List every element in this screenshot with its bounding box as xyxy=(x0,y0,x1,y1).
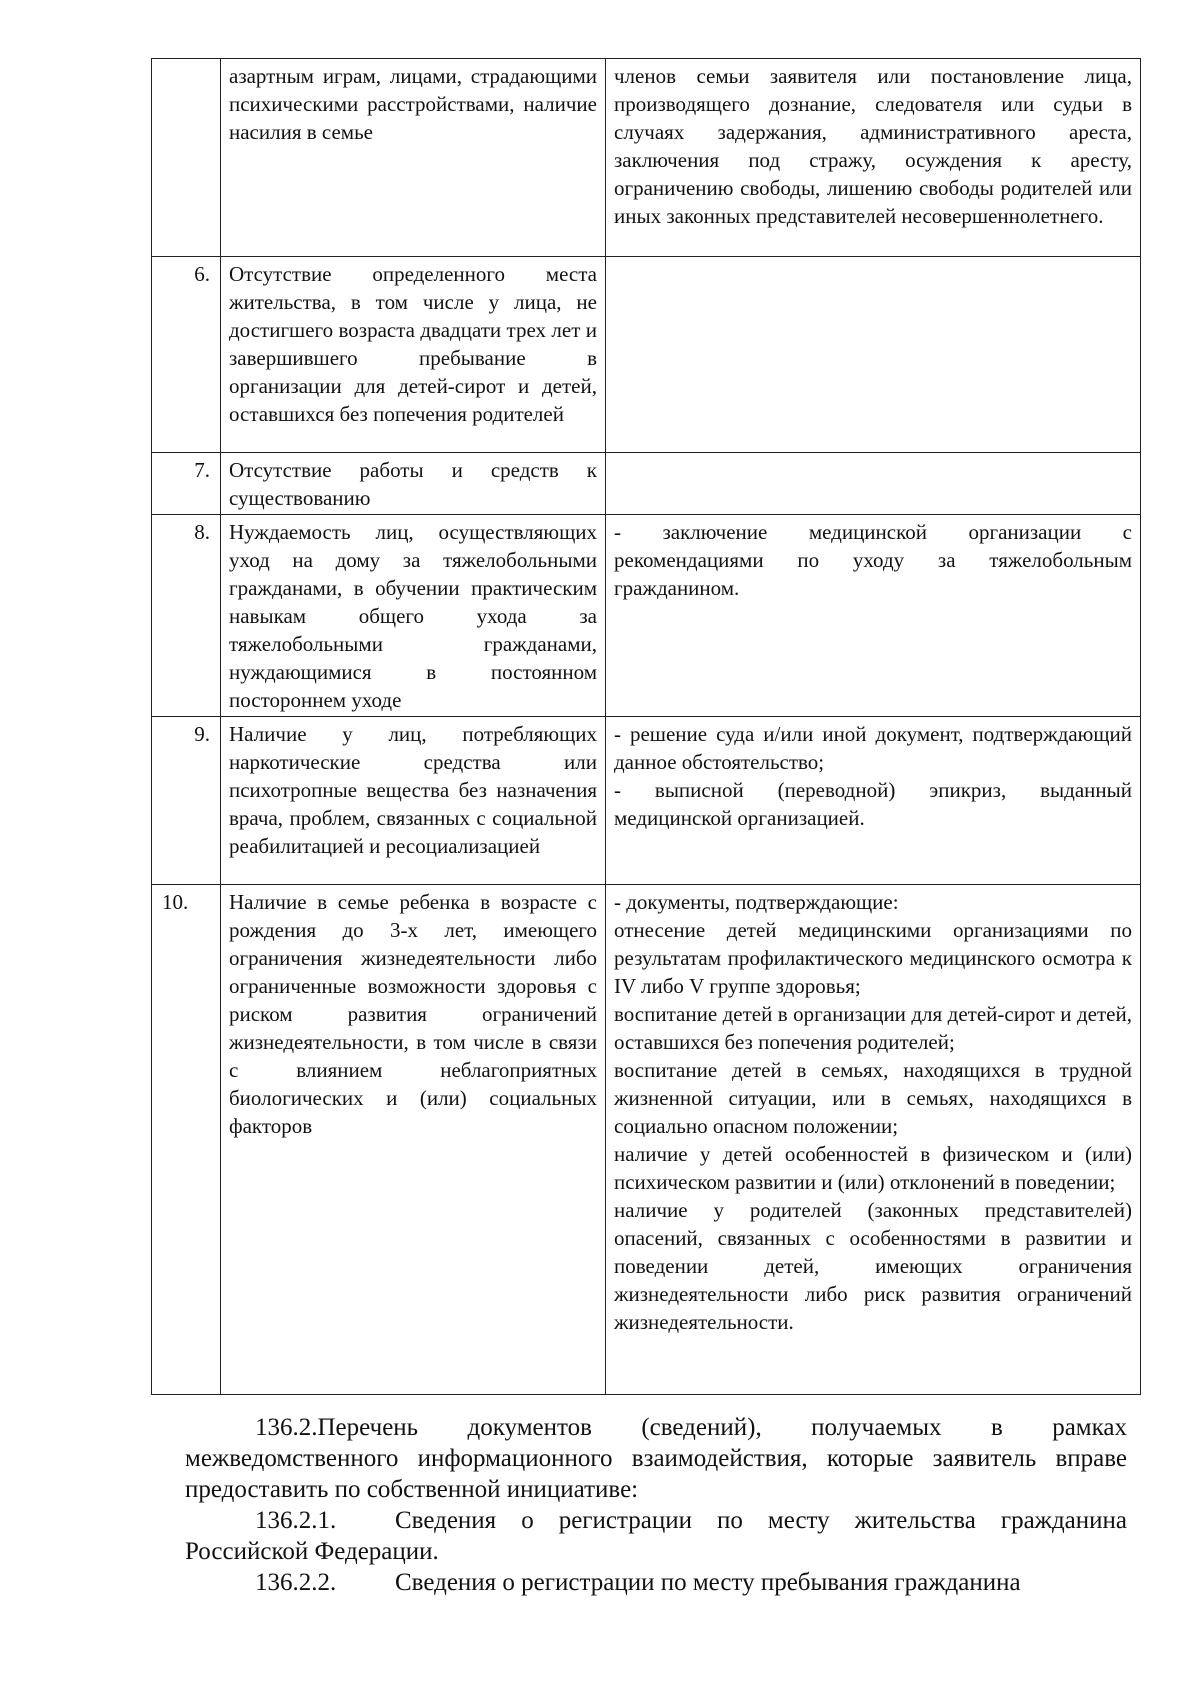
table-row xyxy=(152,257,1141,453)
paragraph-136-2-1 xyxy=(185,1505,1127,1567)
row-documents xyxy=(606,59,1141,257)
document-line: воспитание детей в организации для детей-сирот и детей, оставшихся без попечения родителей; xyxy=(614,1002,1132,1054)
paragraph-text: Сведения о регистрации по месту пребывания гражданина xyxy=(395,1569,1021,1596)
row-criterion: азартным играм, лицами, страдающими психическими расстройствами, наличие насилия в семье xyxy=(221,59,606,257)
row-number xyxy=(152,59,221,257)
document-line: наличие у родителей (законных представителей) опасений, связанных с особенностями в развитии и поведении детей, имеющих ограничения жизнедеятельности либо риск развития ограничений жизнедеятельности. xyxy=(614,1198,1132,1334)
row-number: 7. xyxy=(152,453,221,515)
row-number: 6. xyxy=(152,257,221,453)
row-criterion: Нуждаемость лиц, осуществляющих уход на дому за тяжелобольными гражданами, в обучении практическим навыкам общего ухода за тяжелобольными гражданами, нуждающимися в постоянном постороннем уходе xyxy=(221,515,606,717)
paragraph-text: Сведения о регистрации по месту жительства гражданина Российской Федерации. xyxy=(185,1507,1127,1565)
row-criterion: Отсутствие работы и средств к существованию xyxy=(221,453,606,515)
row-documents xyxy=(606,717,1141,885)
row-documents xyxy=(606,257,1141,453)
table-row xyxy=(152,717,1141,885)
document-line: членов семьи заявителя или постановление лица, производящего дознание, следователя или судьи в случаях задержания, административного ареста, заключения под стражу, осуждения к аресту, ограничению свободы, лишению свободы родителей или иных законных представителей несовершеннолетнего. xyxy=(614,64,1132,228)
row-criterion: Наличие у лиц, потребляющих наркотические средства или психотропные вещества без назначения врача, проблем, связанных с социальной реабилитацией и ресоциализацией xyxy=(221,717,606,885)
document-line: - выписной (переводной) эпикриз, выданный медицинской организацией. xyxy=(614,778,1132,830)
document-line: наличие у детей особенностей в физическом и (или) психическом развитии и (или) отклонений в поведении; xyxy=(614,1142,1132,1194)
row-number: 9. xyxy=(152,717,221,885)
document-line: - заключение медицинской организации с рекомендациями по уходу за тяжелобольным гражданином. xyxy=(614,520,1132,600)
document-line: - документы, подтверждающие: xyxy=(614,890,899,914)
document-line: отнесение детей медицинскими организациями по результатам профилактического медицинского осмотра к IV либо V группе здоровья; xyxy=(614,918,1132,998)
paragraph-136-2-2 xyxy=(185,1567,1127,1598)
paragraph-number: 136.2.2. xyxy=(255,1569,337,1596)
row-documents xyxy=(606,515,1141,717)
paragraph-number: 136.2.1. xyxy=(255,1507,337,1534)
paragraph-text: 136.2.Перечень документов (сведений), получаемых в рамках межведомственного информационного взаимодействия, которые заявитель вправе предоставить по собственной инициативе: xyxy=(185,1414,1127,1503)
document-line: воспитание детей в семьях, находящихся в трудной жизненной ситуации, или в семьях, находящихся в социально опасном положении; xyxy=(614,1058,1132,1138)
criteria-table xyxy=(151,58,1141,1395)
row-number: 8. xyxy=(152,515,221,717)
table-row xyxy=(152,453,1141,515)
row-criterion: Наличие в семье ребенка в возрасте с рождения до 3-х лет, имеющего ограничения жизнедеятельности либо ограниченные возможности здоровья с риском развития ограничений жизнедеятельности, в том числе в связи с влиянием неблагоприятных биологических и (или) социальных факторов xyxy=(221,885,606,1395)
document-line: - решение суда и/или иной документ, подтверждающий данное обстоятельство; xyxy=(614,722,1132,774)
table-row xyxy=(152,59,1141,257)
row-number: 10. xyxy=(152,885,221,1395)
table-row xyxy=(152,885,1141,1395)
row-documents xyxy=(606,885,1141,1395)
paragraph-136-2 xyxy=(185,1412,1127,1505)
row-documents xyxy=(606,453,1141,515)
row-criterion: Отсутствие определенного места жительства, в том числе у лица, не достигшего возраста двадцати трех лет и завершившего пребывание в организации для детей-сирот и детей, оставшихся без попечения родителей xyxy=(221,257,606,453)
table-row xyxy=(152,515,1141,717)
